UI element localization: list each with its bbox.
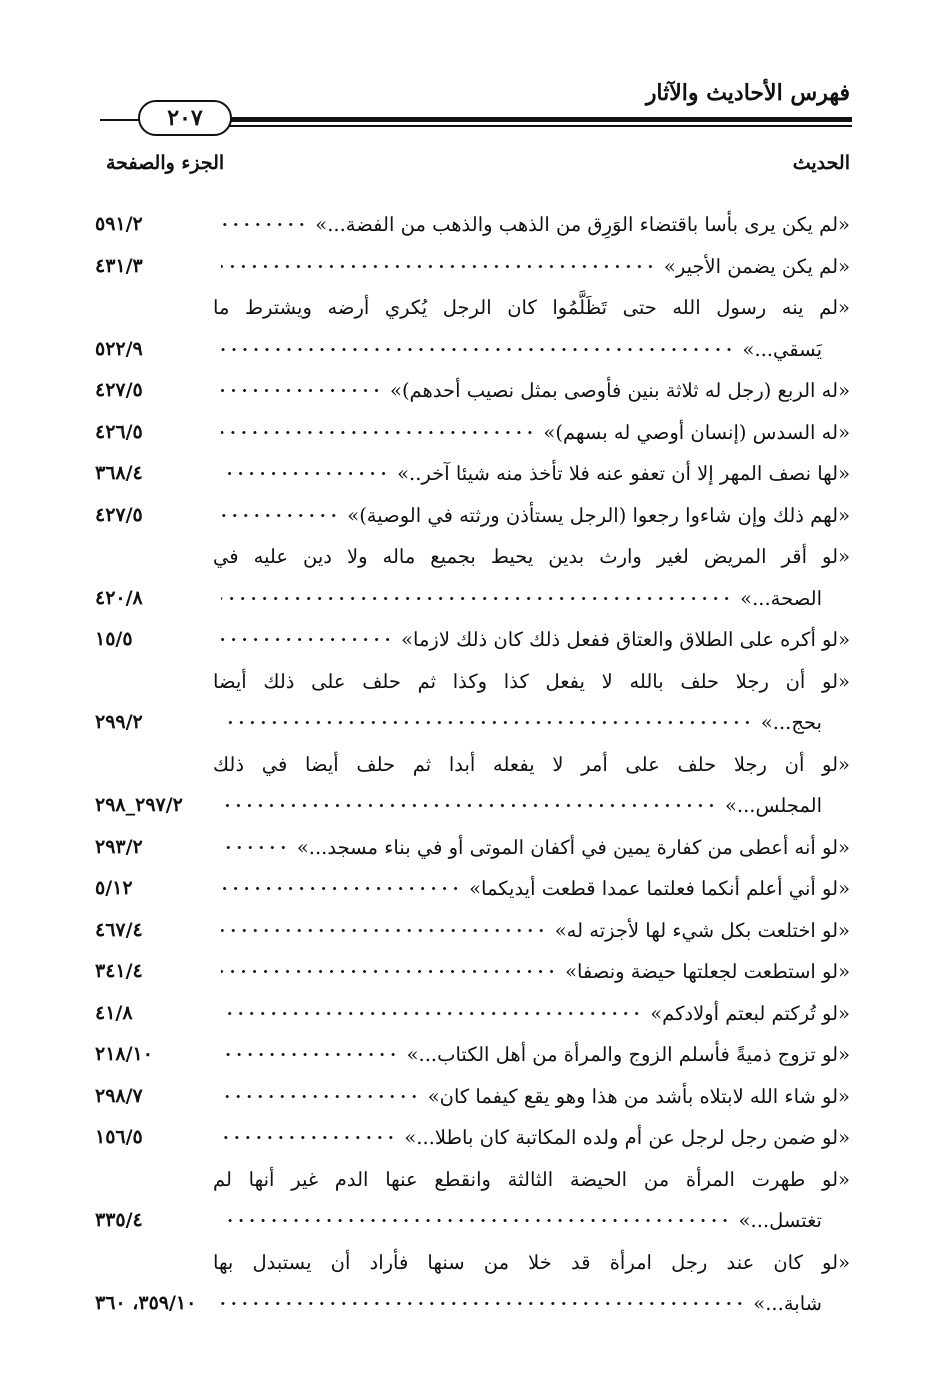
- entry-reference: ٢١٨/١٠: [95, 1043, 153, 1065]
- dot-leader: [221, 1053, 399, 1056]
- index-entry-line: [95, 246, 850, 288]
- index-entry-line: [95, 993, 850, 1035]
- entry-reference: ٥٩١/٢: [95, 213, 143, 235]
- index-entry-line: [95, 868, 850, 910]
- entry-text: «لهم ذلك وإن شاءوا رجعوا (الرجل يستأذن ورثته في الوصية)»: [347, 503, 850, 527]
- entry-text: «لم ينه رسول الله حتى تَظَلَّمُوا كان الرجل يُكري أرضه ويشترط ما: [213, 296, 850, 319]
- entry-text: «لو أني أعلم أنكما فعلتما عمدا قطعت أيديكما»: [469, 877, 850, 900]
- entry-reference: ٢٩٩/٢: [95, 711, 143, 733]
- entry-text: «لها نصف المهر إلا أن تعفو عنه فلا تأخذ منه شيئا آخر..»: [397, 462, 850, 485]
- entry-text-continuation: يَسقي...»: [742, 337, 822, 361]
- entry-text: «لم يكن يضمن الأجير»: [663, 254, 850, 278]
- dot-leader: [221, 1095, 420, 1098]
- entry-text-continuation: المجلس...»: [724, 794, 822, 817]
- hadith-index-list: [95, 204, 850, 1325]
- dot-leader: [221, 929, 547, 932]
- dot-leader: [221, 223, 307, 226]
- entry-text: «لو أكره على الطلاق والعتاق ففعل ذلك كان ذلك لازما»: [401, 628, 850, 651]
- page-number-badge: ٢٠٧: [138, 100, 232, 136]
- index-entry-line: [95, 1117, 850, 1159]
- index-entry-line: [95, 287, 850, 329]
- entry-reference: ٤٢٧/٥: [95, 503, 143, 526]
- entry-reference: ٥/١٢: [95, 877, 133, 899]
- entry-reference: ١٥/٥: [95, 628, 133, 650]
- entry-reference: ٤٢٦/٥: [95, 420, 143, 443]
- entry-text: «لو شاء الله لابتلاه بأشد من هذا وهو يقع كيفما كان»: [427, 1084, 850, 1108]
- entry-text-continuation: تغتسل...»: [738, 1209, 822, 1232]
- dot-leader: [221, 804, 717, 807]
- entry-reference: ٤٢٠/٨: [95, 586, 143, 609]
- entry-text: «لو تزوج ذميةً فأسلم الزوج والمرأة من أهل الكتاب...»: [406, 1043, 850, 1066]
- entry-reference: ٢٩٨/٧: [95, 1084, 143, 1107]
- entry-text: «له الربع (رجل له ثلاثة بنين فأوصى بمثل نصيب أحدهم)»: [390, 379, 850, 402]
- index-entry-line: [95, 204, 850, 246]
- index-entry-line: [95, 951, 850, 993]
- entry-text: «لو أقر المريض لغير وارث بدين يحيط بجميع ماله ولا دين عليه في: [213, 545, 850, 568]
- entry-text-continuation: شابة...»: [753, 1292, 822, 1315]
- dot-leader: [221, 721, 753, 724]
- page-header-title: فهرس الأحاديث والآثار: [645, 80, 850, 106]
- entry-reference: ٤٣١/٣: [95, 254, 143, 277]
- entry-reference: ٤٢٧/٥: [95, 379, 143, 401]
- entry-reference: ٣٦٨/٤: [95, 462, 143, 484]
- dot-leader: [221, 472, 389, 475]
- index-entry-line: [95, 1034, 850, 1076]
- index-entry-line: [95, 1283, 850, 1325]
- index-entry-line: [95, 785, 850, 827]
- index-entry-line: [95, 495, 850, 537]
- header-rule-thin: [216, 125, 852, 127]
- entry-text: «لو اختلعت بكل شيء لها لأجزته له»: [554, 918, 850, 942]
- entry-text: «لو ضمن رجل لرجل عن أم ولده المكاتبة كان باطلا...»: [404, 1126, 850, 1149]
- dot-leader: [221, 638, 393, 641]
- entry-reference: ٣٥٩/١٠، ٣٦٠: [95, 1292, 197, 1314]
- index-entry-line: [95, 744, 850, 786]
- entry-reference: ٢٩٧/٢_٢٩٨: [95, 794, 183, 816]
- entry-text: «لو تُركتم لبعتم أولادكم»: [650, 1001, 850, 1025]
- index-entry-line: [95, 453, 850, 495]
- entry-text-continuation: بحج...»: [760, 711, 822, 734]
- entry-reference: ٤١/٨: [95, 1001, 133, 1024]
- index-entry-line: [95, 910, 850, 952]
- index-entry-line: [95, 370, 850, 412]
- entry-text: «لو طهرت المرأة من الحيضة الثالثة وانقطع عنها الدم غير أنها لم: [213, 1167, 850, 1191]
- dot-leader: [221, 389, 382, 392]
- entry-reference: ٣٣٥/٤: [95, 1209, 143, 1231]
- entry-text: «لو أن رجلا حلف بالله لا يفعل كذا وكذا ثم حلف على ذلك أيضا: [213, 669, 850, 693]
- header-rule-thick: [216, 117, 852, 122]
- entry-reference: ٣٤١/٤: [95, 960, 143, 982]
- index-entry-line: [95, 578, 850, 620]
- index-entry-line: [95, 702, 850, 744]
- entry-text: «لو كان عند رجل امرأة قد خلا من سنها فأراد أن يستبدل بها: [213, 1250, 850, 1274]
- index-entry-line: [95, 329, 850, 371]
- header-rule-left: [100, 119, 140, 121]
- entry-reference: ٥٢٢/٩: [95, 337, 143, 360]
- dot-leader: [221, 846, 289, 849]
- entry-text: «لم يكن يرى بأسا باقتضاء الوَرِق من الذهب والذهب من الفضة...»: [315, 213, 850, 236]
- index-entry-line: [95, 412, 850, 454]
- index-entry-line: [95, 619, 850, 661]
- entry-reference: ١٥٦/٥: [95, 1126, 143, 1148]
- dot-leader: [221, 1302, 745, 1305]
- index-entry-line: [95, 1242, 850, 1284]
- dot-leader: [221, 887, 461, 890]
- dot-leader: [221, 514, 339, 517]
- entry-reference: ٢٩٣/٢: [95, 835, 143, 858]
- dot-leader: [221, 1012, 642, 1015]
- entry-text: «لو أنه أعطى من كفارة يمين في أكفان الموتى أو في بناء مسجد...»: [296, 835, 850, 859]
- entry-text: «لو استطعت لجعلتها حيضة ونصفا»: [565, 960, 850, 983]
- index-entry-line: [95, 1076, 850, 1118]
- index-entry-line: [95, 661, 850, 703]
- index-entry-line: [95, 827, 850, 869]
- dot-leader: [221, 265, 656, 268]
- entry-text-continuation: الصحة...»: [740, 586, 822, 610]
- dot-leader: [221, 1136, 396, 1139]
- entry-text: «لو أن رجلا حلف على أمر لا يفعله أبدا ثم حلف أيضا في ذلك: [213, 752, 850, 776]
- column-header-hadith: الحديث: [792, 152, 850, 174]
- entry-text: «له السدس (إنسان أوصي له بسهم)»: [543, 420, 850, 444]
- dot-leader: [221, 1219, 731, 1222]
- dot-leader: [221, 348, 735, 351]
- entry-reference: ٤٦٧/٤: [95, 918, 143, 941]
- index-entry-line: [95, 536, 850, 578]
- dot-leader: [221, 431, 535, 434]
- index-entry-line: [95, 1159, 850, 1201]
- dot-leader: [221, 970, 557, 973]
- column-header-reference: الجزء والصفحة: [106, 152, 225, 174]
- dot-leader: [221, 597, 732, 600]
- index-entry-line: [95, 1200, 850, 1242]
